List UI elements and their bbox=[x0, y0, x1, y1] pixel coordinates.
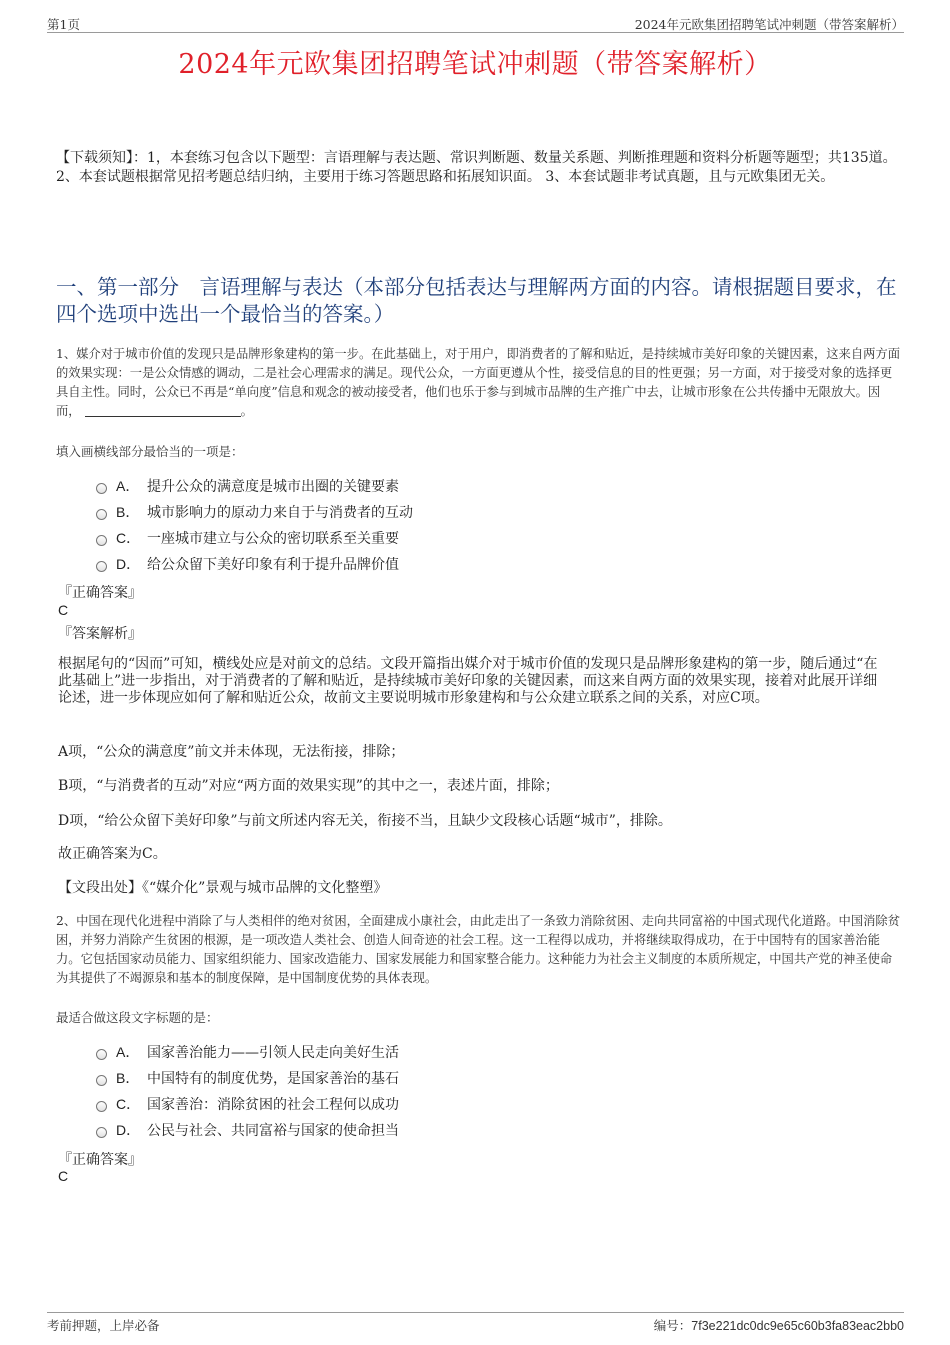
option-d[interactable]: D． 给公众留下美好印象有利于提升品牌价值 bbox=[96, 551, 856, 577]
radio-icon[interactable] bbox=[96, 535, 107, 546]
page-header bbox=[47, 14, 904, 33]
radio-icon[interactable] bbox=[96, 483, 107, 494]
option-b[interactable]: B． 城市影响力的原动力来自于与消费者的互动 bbox=[96, 499, 856, 525]
radio-icon[interactable] bbox=[96, 1075, 107, 1086]
radio-icon[interactable] bbox=[96, 1049, 107, 1060]
section-title: 一、第一部分 言语理解与表达（本部分包括表达与理解两方面的内容。请根据题目要求，在四个选项中选出一个最恰当的答案。） bbox=[56, 275, 897, 326]
answer-value: C bbox=[58, 602, 69, 618]
footer-code-block bbox=[654, 1316, 904, 1334]
page-title: 2024年元欧集团招聘笔试冲刺题（带答案解析） bbox=[178, 49, 772, 80]
footer-code-label: 编号： bbox=[653, 1318, 692, 1333]
document-code: 7f3e221dc0dc9e65c60b3fa83eac2bb0 bbox=[691, 1319, 904, 1333]
download-notice: 【下载须知】：1，本套练习包含以下题型：言语理解与表达题、常识判断题、数量关系题、判断推理题和资料分析题等题型；共135道。 2、本套试题根据常见招考题总结归纳，主要用于练习答题思路和拓展知识面。 3、本套试题非考试真题，且与元欧集团无关。 bbox=[56, 150, 897, 185]
analysis-conclusion: 故正确答案为C。 bbox=[58, 846, 167, 862]
analysis-paragraph: 根据尾句的“因而”可知，横线处应是对前文的总结。文段开篇指出媒介对于城市价值的发现只是品牌形象建构的第一步，随后通过“在此基础上”进一步指出，对于消费者的了解和贴近，是持续城市美好印象的关键因素，而这来自两方面的效果实现，接着对此展开详细论述，进一步体现应如何了解和贴近公众，故前文主要说明城市形象建构和与公众建立联系之间的关系，对应C项。 bbox=[58, 656, 878, 706]
question-1-options bbox=[96, 473, 856, 577]
radio-icon[interactable] bbox=[96, 509, 107, 520]
footer-slogan: 考前押题，上岸必备 bbox=[47, 1318, 160, 1333]
radio-icon[interactable] bbox=[96, 1101, 107, 1112]
analysis-option-a: A项，“公众的满意度”前文并未体现，无法衔接，排除； bbox=[58, 744, 405, 760]
header-doc-title: 2024年元欧集团招聘笔试冲刺题（带答案解析） bbox=[634, 17, 904, 32]
radio-icon[interactable] bbox=[96, 561, 107, 572]
option-c[interactable]: C． 一座城市建立与公众的密切联系至关重要 bbox=[96, 525, 856, 551]
option-a[interactable]: A． 提升公众的满意度是城市出圈的关键要素 bbox=[96, 473, 856, 499]
question-2-text: 2、中国在现代化进程中消除了与人类相伴的绝对贫困，全面建成小康社会，由此走出了一条致力消除贫困、走向共同富裕的中国式现代化道路。中国消除贫困，并努力消除产生贫困的根源，是一项改造人类社会、创造人间奇迹的社会工程。这一工程得以成功，并将继续取得成功，在于中国特有的国家善治能力。它包括国家动员能力、国家组织能力、国家改造能力、国家发展能力和国家整合能力。这种能力为社会主义制度的本质所规定，中国共产党的神圣使命为其提供了不竭源泉和基本的制度保障，是中国制度优势的具体表现。 bbox=[56, 914, 901, 985]
analysis-option-b: B项，“与消费者的互动”对应“两方面的效果实现”的其中之一，表述片面，排除； bbox=[58, 778, 559, 794]
option-a[interactable]: A． 国家善治能力——引领人民走向美好生活 bbox=[96, 1039, 856, 1065]
answer-blank bbox=[85, 404, 241, 417]
question-2-options bbox=[96, 1039, 856, 1143]
option-d[interactable]: D． 公民与社会、共同富裕与国家的使命担当 bbox=[96, 1117, 856, 1143]
page-footer bbox=[47, 1312, 904, 1333]
question-1-prompt: 填入画横线部分最恰当的一项是： bbox=[56, 444, 244, 459]
question-1-text: 1、媒介对于城市价值的发现只是品牌形象建构的第一步。在此基础上，对于用户，即消费者的了解和贴近，是持续城市美好印象的关键因素，这来自两方面的效果实现：一是公众情感的调动，二是社会心理需求的满足。现代公众，一方面更遵从个性，接受信息的目的性更强；另一方面，对于接受对象的选择更具自主性。同时，公众已不再是“单向度”信息和观念的被动接受者，他们也乐于参与到城市品牌的生产推广中去，让城市形象在公共传播中无限放大。因而， 。 bbox=[56, 347, 901, 418]
radio-icon[interactable] bbox=[96, 1127, 107, 1138]
page-number: 第1页 bbox=[47, 17, 80, 32]
analysis-option-d: D项，“给公众留下美好印象”与前文所述内容无关，衔接不当，且缺少文段核心话题“城市”，排除。 bbox=[58, 813, 672, 829]
analysis-label: 『答案解析』 bbox=[58, 626, 142, 642]
answer-value: C bbox=[58, 1168, 69, 1184]
option-b[interactable]: B． 中国特有的制度优势，是国家善治的基石 bbox=[96, 1065, 856, 1091]
analysis-source: 【文段出处】《“媒介化”景观与城市品牌的文化整塑》 bbox=[58, 880, 388, 896]
option-c[interactable]: C． 国家善治：消除贫困的社会工程何以成功 bbox=[96, 1091, 856, 1117]
answer-label: 『正确答案』 bbox=[58, 585, 142, 601]
question-2-prompt: 最适合做这段文字标题的是： bbox=[56, 1010, 219, 1025]
answer-label: 『正确答案』 bbox=[58, 1152, 142, 1168]
